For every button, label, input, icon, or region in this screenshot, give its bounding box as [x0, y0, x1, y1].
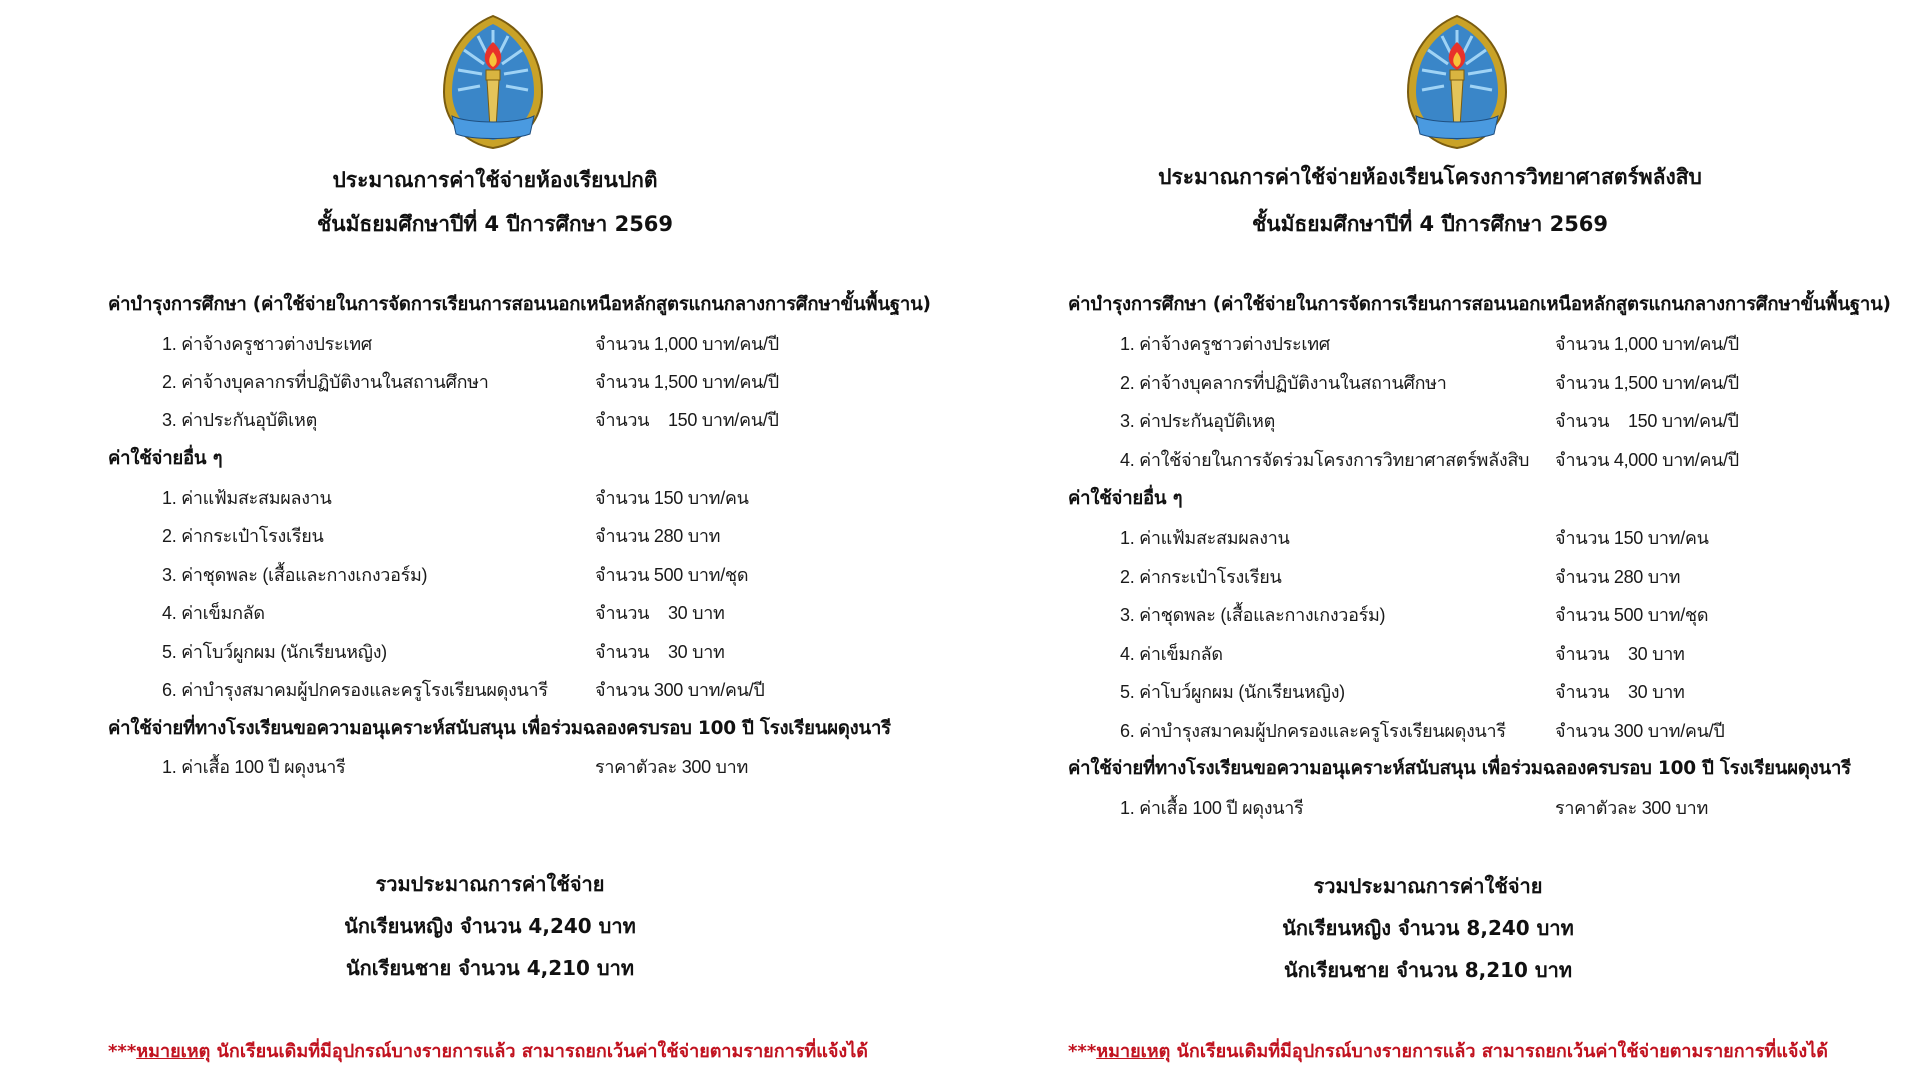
item-amount: ราคาตัวละ 300 บาท	[1555, 798, 1709, 818]
item-amount: จำนวน 150 บาท/คน/ปี	[1555, 411, 1739, 431]
item-label: 3. ค่าประกันอุบัติเหตุ	[162, 410, 317, 430]
item-amount: จำนวน 500 บาท/ชุด	[1555, 605, 1709, 625]
totals-heading: รวมประมาณการค่าใช้จ่าย	[375, 872, 605, 896]
item-label: 6. ค่าบำรุงสมาคมผู้ปกครองและครูโรงเรียนผดุงนารี	[1120, 721, 1506, 741]
item-amount: จำนวน 150 บาท/คน	[1555, 528, 1709, 548]
document-subtitle: ชั้นมัธยมศึกษาปีที่ 4 ปีการศึกษา 2569	[1251, 212, 1609, 236]
section-heading-tuition: ค่าบำรุงการศึกษา (ค่าใช้จ่ายในการจัดการเรียนการสอนนอกเหนือหลักสูตรแกนกลางการศึกษาขั้นพื้นฐาน)	[1068, 294, 1891, 315]
school-emblem-icon	[438, 12, 548, 152]
document-subtitle: ชั้นมัธยมศึกษาปีที่ 4 ปีการศึกษา 2569	[316, 212, 674, 236]
total-male: นักเรียนชาย จำนวน 4,210 บาท	[345, 956, 635, 980]
note-text: นักเรียนเดิมที่มีอุปกรณ์บางรายการแล้ว สามารถยกเว้นค่าใช้จ่ายตามรายการที่แจ้งได้	[1170, 1041, 1828, 1062]
item-amount: จำนวน 300 บาท/คน/ปี	[1555, 721, 1725, 741]
totals-heading: รวมประมาณการค่าใช้จ่าย	[1313, 874, 1543, 898]
item-amount: จำนวน 150 บาท/คน	[595, 488, 749, 508]
section-heading-other-expenses: ค่าใช้จ่ายอื่น ๆ	[108, 448, 223, 469]
section-heading-tuition: ค่าบำรุงการศึกษา (ค่าใช้จ่ายในการจัดการเรียนการสอนนอกเหนือหลักสูตรแกนกลางการศึกษาขั้นพื้นฐาน)	[108, 294, 931, 315]
item-label: 5. ค่าโบว์ผูกผม (นักเรียนหญิง)	[162, 642, 387, 662]
item-label: 1. ค่าแฟ้มสะสมผลงาน	[162, 488, 332, 508]
item-label: 2. ค่ากระเป๋าโรงเรียน	[162, 526, 324, 546]
note	[108, 1036, 868, 1065]
section-heading-centennial-support: ค่าใช้จ่ายที่ทางโรงเรียนขอความอนุเคราะห์สนับสนุน เพื่อร่วมฉลองครบรอบ 100 ปี โรงเรียนผดุงนารี	[1068, 758, 1851, 779]
item-amount: จำนวน 30 บาท	[595, 603, 725, 623]
item-label: 2. ค่าจ้างบุคลากรที่ปฏิบัติงานในสถานศึกษา	[1120, 373, 1447, 393]
item-label: 5. ค่าโบว์ผูกผม (นักเรียนหญิง)	[1120, 682, 1345, 702]
item-amount: จำนวน 500 บาท/ชุด	[595, 565, 749, 585]
item-label: 4. ค่าใช้จ่ายในการจัดร่วมโครงการวิทยาศาสตร์พลังสิบ	[1120, 450, 1530, 470]
item-label: 3. ค่าประกันอุบัติเหตุ	[1120, 411, 1275, 431]
item-amount: จำนวน 150 บาท/คน/ปี	[595, 410, 779, 430]
item-amount: จำนวน 1,500 บาท/คน/ปี	[1555, 373, 1739, 393]
item-label: 4. ค่าเข็มกลัด	[162, 603, 265, 623]
item-amount: จำนวน 300 บาท/คน/ปี	[595, 680, 765, 700]
note-text: นักเรียนเดิมที่มีอุปกรณ์บางรายการแล้ว สามารถยกเว้นค่าใช้จ่ายตามรายการที่แจ้งได้	[210, 1041, 868, 1062]
item-amount: จำนวน 30 บาท	[595, 642, 725, 662]
school-emblem-icon	[1402, 12, 1512, 152]
total-male: นักเรียนชาย จำนวน 8,210 บาท	[1283, 958, 1573, 982]
item-amount: ราคาตัวละ 300 บาท	[595, 757, 749, 777]
item-label: 2. ค่าจ้างบุคลากรที่ปฏิบัติงานในสถานศึกษา	[162, 372, 489, 392]
document-title: ประมาณการค่าใช้จ่ายห้องเรียนปกติ	[332, 168, 658, 192]
item-amount: จำนวน 280 บาท	[595, 526, 721, 546]
item-label: 1. ค่าเสื้อ 100 ปี ผดุงนารี	[1120, 798, 1304, 818]
item-amount: จำนวน 1,000 บาท/คน/ปี	[595, 334, 779, 354]
item-label: 1. ค่าจ้างครูชาวต่างประเทศ	[162, 334, 372, 354]
item-amount: จำนวน 1,000 บาท/คน/ปี	[1555, 334, 1739, 354]
section-heading-centennial-support: ค่าใช้จ่ายที่ทางโรงเรียนขอความอนุเคราะห์สนับสนุน เพื่อร่วมฉลองครบรอบ 100 ปี โรงเรียนผดุงนารี	[108, 718, 891, 739]
total-female: นักเรียนหญิง จำนวน 8,240 บาท	[1282, 916, 1574, 940]
science-program-cost-document	[960, 0, 1920, 1080]
document-title: ประมาณการค่าใช้จ่ายห้องเรียนโครงการวิทยาศาสตร์พลังสิบ	[1158, 165, 1702, 189]
total-female: นักเรียนหญิง จำนวน 4,240 บาท	[344, 914, 636, 938]
note-keyword: หมายเหตุ	[1096, 1041, 1171, 1062]
item-label: 1. ค่าเสื้อ 100 ปี ผดุงนารี	[162, 757, 346, 777]
item-amount: จำนวน 1,500 บาท/คน/ปี	[595, 372, 779, 392]
section-heading-other-expenses: ค่าใช้จ่ายอื่น ๆ	[1068, 488, 1183, 509]
item-label: 3. ค่าชุดพละ (เสื้อและกางเกงวอร์ม)	[162, 565, 428, 585]
note-prefix: ***	[1068, 1041, 1097, 1062]
note-keyword: หมายเหตุ	[136, 1041, 211, 1062]
item-label: 2. ค่ากระเป๋าโรงเรียน	[1120, 567, 1282, 587]
item-label: 3. ค่าชุดพละ (เสื้อและกางเกงวอร์ม)	[1120, 605, 1386, 625]
item-label: 4. ค่าเข็มกลัด	[1120, 644, 1223, 664]
note	[1068, 1036, 1828, 1065]
note-prefix: ***	[108, 1041, 137, 1062]
item-amount: จำนวน 280 บาท	[1555, 567, 1681, 587]
item-label: 6. ค่าบำรุงสมาคมผู้ปกครองและครูโรงเรียนผดุงนารี	[162, 680, 548, 700]
item-label: 1. ค่าแฟ้มสะสมผลงาน	[1120, 528, 1290, 548]
item-amount: จำนวน 30 บาท	[1555, 682, 1685, 702]
item-amount: จำนวน 30 บาท	[1555, 644, 1685, 664]
item-amount: จำนวน 4,000 บาท/คน/ปี	[1555, 450, 1739, 470]
item-label: 1. ค่าจ้างครูชาวต่างประเทศ	[1120, 334, 1330, 354]
